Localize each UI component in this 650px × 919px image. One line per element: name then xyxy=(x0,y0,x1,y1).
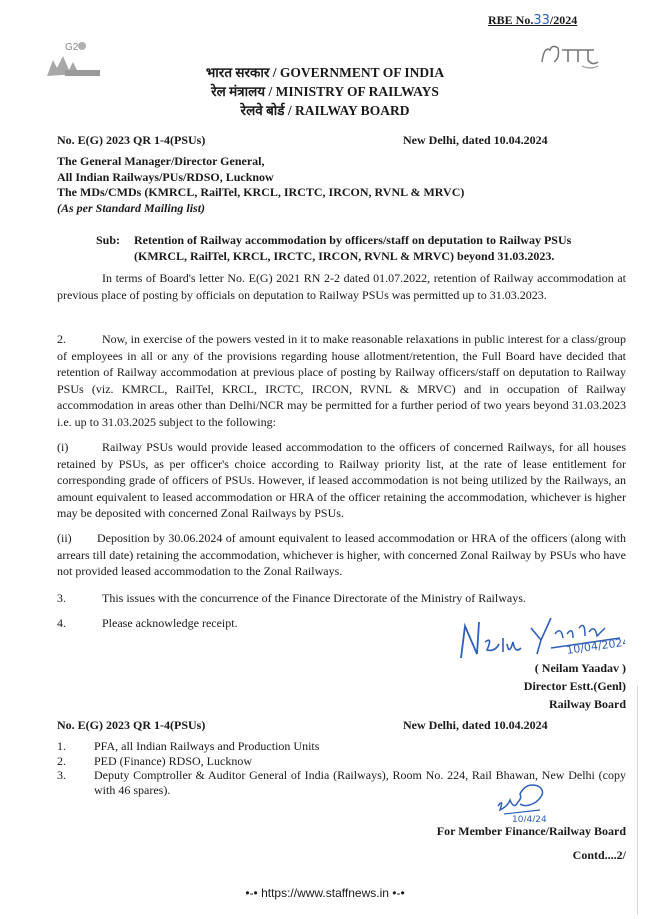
header-govt-of-india: भारत सरकार / GOVERNMENT OF INDIA xyxy=(205,65,445,80)
svg-text:10/04/2024: 10/04/2024 xyxy=(565,635,625,657)
paragraph-2-text: Now, in exercise of the powers vested in it to make reasonable relaxations in public interest for a class/group of employees in all or any of the provisions regarding house allotment/retention, the Full Board have decided that retention of Railway accommodation at previous place of posting by Railway officers/staff on deputation to Railway PSUs (viz. KMRCL, RailTel, KRCL, IRCTC, IRCON, RVNL & MRVC) and in occupation of Railway accommodation in areas other than Delhi/NCR may be permitted for a further period of two years beyond 31.03.2023 i.e. up to 31.03.2025 subject to the following: xyxy=(57,332,626,429)
rbe-number xyxy=(488,13,577,28)
subject-text: Retention of Railway accommodation by officers/staff on deputation to Railway PSUs (KMRCL, RailTel, KRCL, IRCTC, IRCON, RVNL & MRVC) beyond 31.03.2023. xyxy=(134,233,572,263)
condition-ii-text: Deposition by 30.06.2024 of amount equivalent to leased accommodation or HRA of the officers (along with arrears till date) retaining the accommodation, whichever is higher, with concerned Zonal Railway by PSUs who have not provided leased accommodation to the Zonal Railways. xyxy=(57,531,626,578)
azadi-ka-amrit-mahotsav-logo-icon xyxy=(538,40,602,70)
paragraph-4-text: Please acknowledge receipt. xyxy=(102,616,238,630)
paragraph-4-number: 4. xyxy=(57,616,66,630)
copy-to-item: 2. PED (Finance) RDSO, Lucknow xyxy=(57,753,252,768)
signatory-block xyxy=(440,659,626,713)
condition-ii-number: (ii) xyxy=(57,531,72,545)
addressee-block xyxy=(57,154,464,216)
place-and-date: New Delhi, dated 10.04.2024 xyxy=(403,133,548,147)
reference-number: No. E(G) 2023 QR 1-4(PSUs) xyxy=(57,133,206,147)
rbe-prefix: RBE No. xyxy=(488,13,534,27)
subject-label: Sub: xyxy=(96,233,121,247)
paragraph-1: In terms of Board's letter No. E(G) 2021 RN 2-2 dated 01.07.2022, retention of Railway accommodation at previous place of posting by officials on deputation to Railway PSUs was permitted up to 31.03.2023. xyxy=(57,271,626,302)
rbe-handwritten-number: 33 xyxy=(533,13,550,28)
rbe-year: /2024 xyxy=(549,13,578,27)
paragraph-3-text: This issues with the concurrence of the Finance Directorate of the Ministry of Railways. xyxy=(102,591,526,605)
initials-signature-icon xyxy=(490,780,560,822)
paragraph-2 xyxy=(57,331,626,430)
copy-place-and-date: New Delhi, dated 10.04.2024 xyxy=(403,718,548,732)
copy-to-item: 1. PFA, all Indian Railways and Production Units xyxy=(57,739,320,753)
addressee-line: All Indian Railways/PUs/RDSO, Lucknow xyxy=(57,169,274,184)
mailing-list-note: (As per Standard Mailing list) xyxy=(57,200,206,215)
signatory-office: Railway Board xyxy=(548,697,626,711)
copy-to-item: 3. Deputy Comptroller & Auditor General of India (Railways), Room No. 224, Rail Bhawan, New Delhi (copy with 46 spares). xyxy=(57,768,626,797)
signatory-name: ( Neilam Yaadav ) xyxy=(534,661,626,675)
handwritten-signature-icon xyxy=(455,608,625,666)
addressee-line: The General Manager/Director General, xyxy=(57,154,265,168)
footer-website-link[interactable]: •-• https://www.staffnews.in •-• xyxy=(245,886,405,900)
subject-block xyxy=(96,233,616,264)
paragraph-2-number: 2. xyxy=(57,332,66,346)
svg-text:G2: G2 xyxy=(65,42,79,53)
header-railway-board: रेलवे बोर्ड / RAILWAY BOARD xyxy=(240,103,410,118)
signatory-designation: Director Estt.(Genl) xyxy=(523,679,626,693)
condition-i-number: (i) xyxy=(57,440,69,454)
page-edge-divider xyxy=(637,685,638,915)
header-ministry-of-railways: रेल मंत्रालय / MINISTRY OF RAILWAYS xyxy=(211,84,439,99)
condition-ii xyxy=(57,530,626,580)
g20-logo-icon xyxy=(47,40,100,78)
condition-i xyxy=(57,439,626,522)
addressee-line: The MDs/CMDs (KMRCL, RailTel, KRCL, IRCTC, IRCON, RVNL & MRVC) xyxy=(57,185,465,199)
paragraph-3 xyxy=(57,590,626,607)
continued-marker: Contd....2/ xyxy=(572,848,626,862)
copy-reference-number: No. E(G) 2023 QR 1-4(PSUs) xyxy=(57,718,206,732)
for-member-finance-line: For Member Finance/Railway Board xyxy=(436,824,626,838)
svg-text:10/4/24: 10/4/24 xyxy=(512,815,547,822)
condition-i-text: Railway PSUs would provide leased accommodation to the officers of concerned Railways, for all houses retained by PSUs, as per officer's choice according to Railway priority list, at the rate of lease entitlement for corresponding grade of officers of PSUs. However, if leased accommodation is not being utilized by the Railways, an amount equivalent to leased accommodation or HRA of the officer retaining the accommodation, whichever is higher may be deposited with concerned Zonal Railways by PSUs. xyxy=(57,440,626,520)
paragraph-3-number: 3. xyxy=(57,591,66,605)
